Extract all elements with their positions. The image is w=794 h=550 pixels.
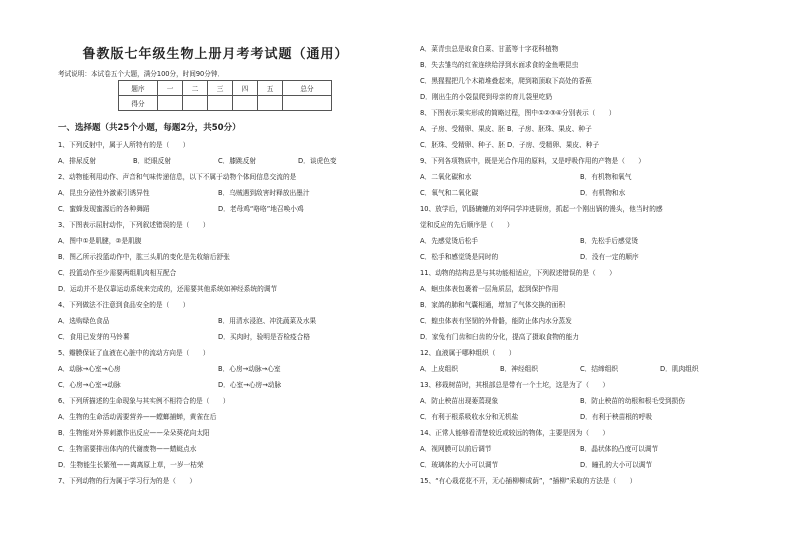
- option: A．视网膜可以前后调节: [420, 445, 492, 453]
- option: C．生物需要排出体内的代谢废物——蜻蜓点水: [58, 445, 197, 453]
- option: D．刚出生的小袋鼠爬到母亲的育儿袋里吃奶: [420, 93, 553, 101]
- option: C．玻璃体的大小可以调节: [420, 461, 499, 469]
- score-table: [118, 80, 332, 111]
- table-cell: 五: [258, 81, 283, 96]
- option: C．投篮动作至少需要两组肌肉相互配合: [58, 269, 177, 277]
- exam-instructions: 考试说明：本试卷五个大题，满分100分，时间90分钟．: [58, 70, 225, 78]
- table-cell: 三: [208, 81, 233, 96]
- option: A．菜青虫总是取食白菜、甘蓝等十字花科植物: [420, 45, 559, 53]
- table-cell[interactable]: [208, 96, 233, 111]
- option: A．二氧化碳和水: [420, 173, 472, 181]
- option: D．老母鸡“咯咯”地召唤小鸡: [218, 205, 304, 213]
- question: 13、移栽树苗时，其根部总是带有一个土坨，这是为了（ ）: [420, 381, 610, 389]
- option: C．胚珠、受精卵、种子、胚 D．子房、受精卵、果皮、种子: [420, 141, 600, 149]
- option: C．蜜蜂发现蜜源后的各种舞蹈: [58, 205, 150, 213]
- table-cell[interactable]: [258, 96, 283, 111]
- option: D．有利于秧苗根的呼吸: [580, 413, 653, 421]
- table-cell: 得分: [119, 96, 158, 111]
- table-cell[interactable]: [283, 96, 332, 111]
- option: A．先感觉烫后松手: [420, 237, 479, 245]
- question: 6、下列所描述的生命现象与其实例不相符合的是（ ）: [58, 397, 230, 405]
- option: C．氧气和二氧化碳: [420, 189, 479, 197]
- option: C．膝跳反射: [218, 157, 257, 165]
- table-cell: 四: [233, 81, 258, 96]
- option: B．乌贼遇到敌害时释放出墨汁: [218, 189, 310, 197]
- score-table-score-row: [119, 96, 332, 111]
- table-cell[interactable]: [158, 96, 183, 111]
- option: D．肌肉组织: [660, 365, 699, 373]
- option: B．防止秧苗的幼根和根毛受到损伤: [580, 397, 685, 405]
- option: C．有利于根系吸收水分和无机盐: [420, 413, 519, 421]
- score-table-header-row: [119, 81, 332, 96]
- question: 14、正常人能够看清楚较近或较远的物体，主要是因为（ ）: [420, 429, 610, 437]
- table-cell: 一: [158, 81, 183, 96]
- table-cell[interactable]: [183, 96, 208, 111]
- question: 5、瓣膜保证了血液在心脏中的流动方向是（ ）: [58, 349, 210, 357]
- option: B．家鸽的肺和气囊相通，增加了气体交换的面积: [420, 301, 566, 309]
- option: C．松手和感觉烫是同时的: [420, 253, 499, 261]
- option: D．买肉时，验明是否检疫合格: [218, 333, 311, 341]
- section-heading: 一、选择题（共25个小题，每题2分，共50分）: [58, 123, 241, 133]
- table-cell: 总分: [283, 81, 332, 96]
- question: 7、下列动物的行为属于学习行为的是（ ）: [58, 477, 197, 485]
- option: D．运动并不是仅靠运动系统来完成的，还需要其他系统如神经系统的调节: [58, 285, 278, 293]
- option: B．失去雏鸟的红雀连续给浮到水面求食的金鱼喂昆虫: [420, 61, 579, 69]
- question: 2、动物能利用动作、声音和气味传递信息，以下不属于动物个体间信息交流的是: [58, 173, 297, 181]
- option: A．上皮组织: [420, 365, 459, 373]
- option: C．食用已发芽的马铃薯: [58, 333, 130, 341]
- option: A．防止秧苗出现萎蔫现象: [420, 397, 499, 405]
- option: C．蝗虫体表有坚韧的外骨骼，能防止体内水分蒸发: [420, 317, 572, 325]
- option: A．子房、受精卵、果皮、胚 B．子房、胚珠、果皮、种子: [420, 125, 592, 133]
- option: D．瞳孔的大小可以调节: [580, 461, 653, 469]
- option: A．生物的生命活动需要营养——螳螂捕蝉，黄雀在后: [58, 413, 217, 421]
- option: C．心房→心室→动脉: [58, 381, 121, 389]
- option: B．用清水浸泡、冲洗蔬菜及水果: [218, 317, 317, 325]
- option: D．家兔有门齿和臼齿的分化，提高了摄取食物的能力: [420, 333, 579, 341]
- option: B．先松手后感觉烫: [580, 237, 639, 245]
- option: C．黑猩猩把几个木箱堆叠起来，爬到箱顶取下高处的香蕉: [420, 77, 592, 85]
- table-cell: 题序: [119, 81, 158, 96]
- option: D．有机物和水: [580, 189, 626, 197]
- question: 3、下图表示屈肘动作，下列叙述错误的是（ ）: [58, 221, 210, 229]
- question: 4、下列做法不注意到食品安全的是（ ）: [58, 301, 190, 309]
- question: 8、下图表示果实形成的简略过程，图中①②③④分别表示（ ）: [420, 109, 616, 117]
- question: 10、放学后，饥肠辘辘的刘华同学冲进厨房，抓起一个刚出锅的馒头，他当时的感: [420, 205, 663, 213]
- question: 12、血液属于哪种组织（ ）: [420, 349, 516, 357]
- question: 11、动物的结构总是与其功能相适应，下列叙述错误的是（ ）: [420, 269, 616, 277]
- question: 1、下列反射中，属于人所特有的是（ ）: [58, 141, 190, 149]
- option: A．图中①是肌腱，②是肌腹: [58, 237, 142, 245]
- option: D．谈虎色变: [298, 157, 337, 165]
- option: B．心房→动脉→心室: [218, 365, 281, 373]
- option: B．晶状体的凸度可以调节: [580, 445, 659, 453]
- option: A．动脉→心室→心房: [58, 365, 121, 373]
- option: D．心室→心房→动脉: [218, 381, 282, 389]
- table-cell: 二: [183, 81, 208, 96]
- option: B．图乙所示投篮动作中，肱三头肌的变化是先收缩后舒张: [58, 253, 230, 261]
- question: 觉和反应的先后顺序是（ ）: [420, 221, 514, 229]
- option: B．眨眼反射: [133, 157, 172, 165]
- option: A．选购绿色食品: [58, 317, 110, 325]
- option: B．有机物和氧气: [580, 173, 632, 181]
- table-cell[interactable]: [233, 96, 258, 111]
- option: A．排尿反射: [58, 157, 97, 165]
- option: A．蛔虫体表包裹着一层角质层，起到保护作用: [420, 285, 559, 293]
- option: B．生物能对外界刺激作出反应——朵朵葵花向太阳: [58, 429, 210, 437]
- option: D．生物能生长繁殖——离离原上草，一岁一枯荣: [58, 461, 204, 469]
- option: D．没有一定的顺序: [580, 253, 639, 261]
- option: C．结缔组织: [580, 365, 619, 373]
- option: B．神经组织: [500, 365, 539, 373]
- question: 9、下列各项物质中，既是光合作用的原料，又是呼吸作用的产物是（ ）: [420, 157, 645, 165]
- exam-title: 鲁教版七年级生物上册月考考试题（通用）: [82, 47, 349, 62]
- question: 15、“有心栽花花不开，无心插柳柳成荫”，“插柳”采取的方法是（ ）: [420, 477, 637, 485]
- option: A．昆虫分泌性外激素引诱异性: [58, 189, 150, 197]
